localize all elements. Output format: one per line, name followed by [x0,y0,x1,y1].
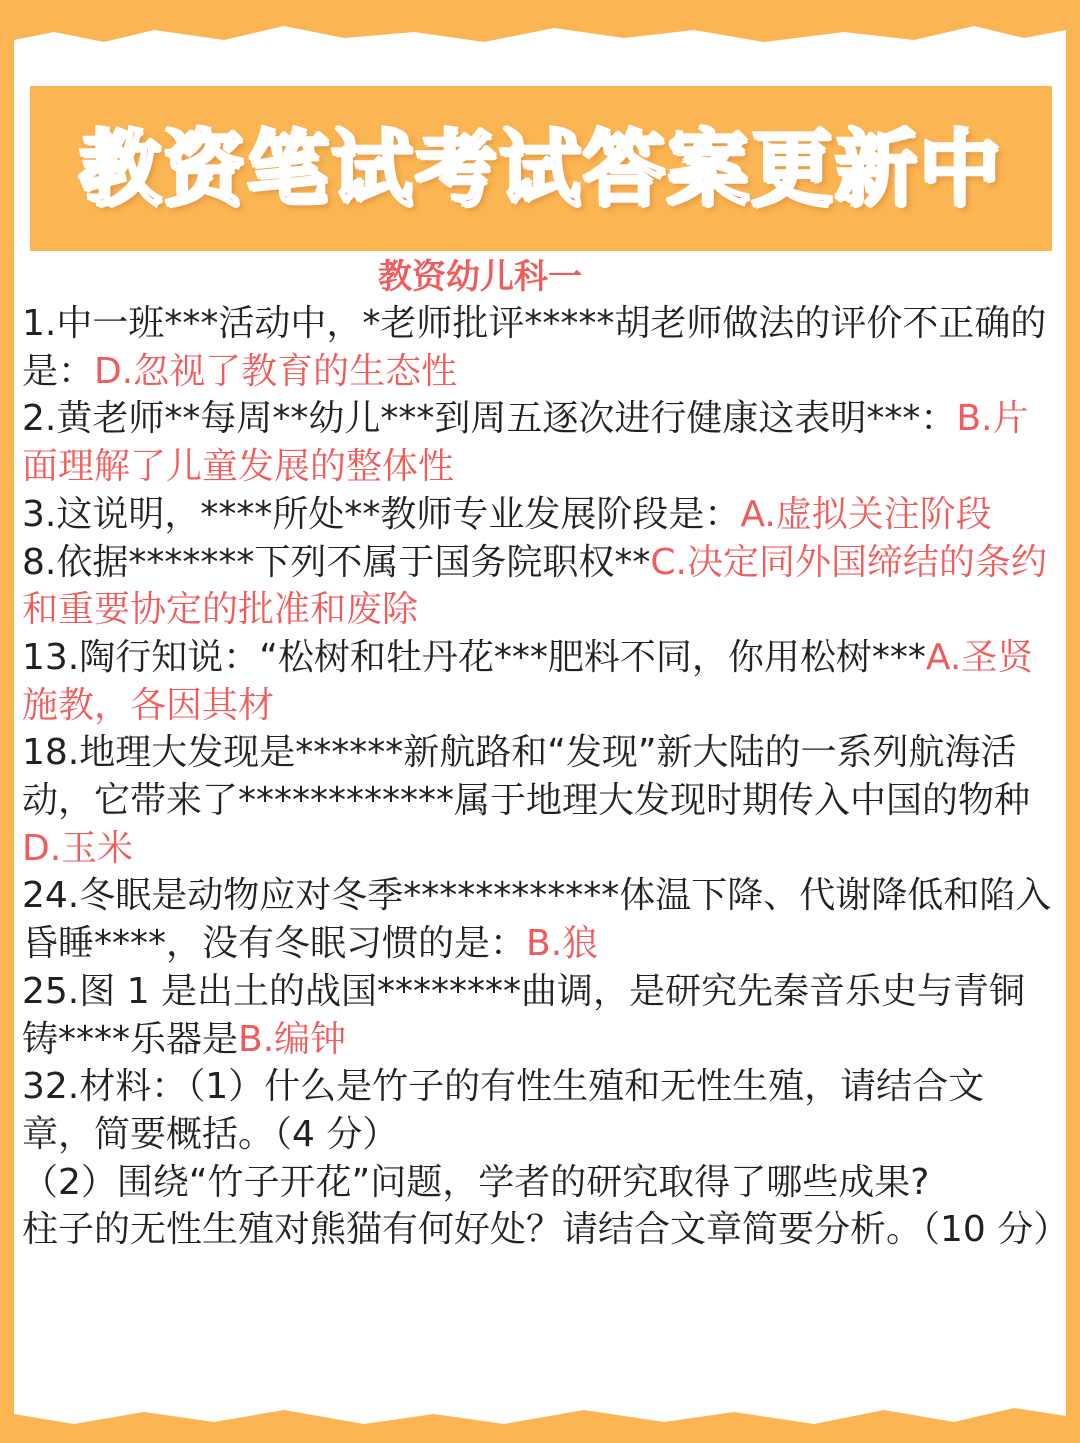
answer-text: D.忽视了教育的生态性 [94,350,458,392]
page-title: 教资笔试考试答案更新中 [78,122,1003,217]
question-text: 25.图 1 是出土的战国********曲调，是研究先秦音乐史与青铜铸****乐器是 [22,970,1026,1060]
question-item [22,1159,1052,1207]
subtitle: 教资幼儿科一 [378,257,582,297]
question-item [22,872,1052,967]
answer-text: B.狼 [526,923,599,965]
question-text: 1.中一班***活动中，*老师批评*****胡老师做法的评价不正确的是： [22,303,1047,392]
question-list [22,300,1070,1254]
question-text: 3.这说明，****所处**教师专业发展阶段是： [22,493,741,535]
question-text: 8.依据*******下列不属于国务院职权** [22,541,651,583]
answer-text: D.玉米 [22,827,134,869]
question-item [22,491,1052,539]
question-item [22,968,1052,1063]
question-item [22,539,1052,634]
question-text: （2）围绕“竹子开花”问题，学者的研究取得了哪些成果? [22,1161,930,1203]
answer-text: A.虚拟关注阶段 [740,493,992,535]
question-text: 32.材料：（1）什么是竹子的有性生殖和无性生殖，请结合文章，简要概括。（4 分） [22,1066,985,1155]
question-item [22,634,1052,729]
answer-text: B.编钟 [238,1018,347,1060]
question-text: 柱子的无性生殖对熊猫有何好处？请结合文章简要分析。（10 分） [22,1209,1070,1251]
question-item [22,395,1052,490]
answer-text: A.圣贤施教，各因其材 [22,636,1034,726]
question-item [22,300,1052,395]
question-text: 2.黄老师**每周**幼儿***到周五逐次进行健康这表明***： [22,398,957,440]
answer-text: B.片面理解了儿童发展的整体性 [22,398,1029,488]
question-item [22,1206,1070,1254]
question-item [22,1063,1052,1158]
question-text: 13.陶行知说：“松树和牡丹花***肥料不同，你用松树*** [22,636,926,678]
question-text: 18.地理大发现是******新航路和“发现”新大陆的一系列航海活动，它带来了************属于地理大发现时期传入中国的物种 [22,732,1031,822]
answer-text: C.决定同外国缔结的条约和重要协定的批准和废除 [22,541,1047,631]
question-item [22,729,1052,872]
question-text: 24.冬眠是动物应对冬季************体温下降、代谢降低和陷入昏睡****，没有冬眠习惯的是： [22,875,1052,965]
